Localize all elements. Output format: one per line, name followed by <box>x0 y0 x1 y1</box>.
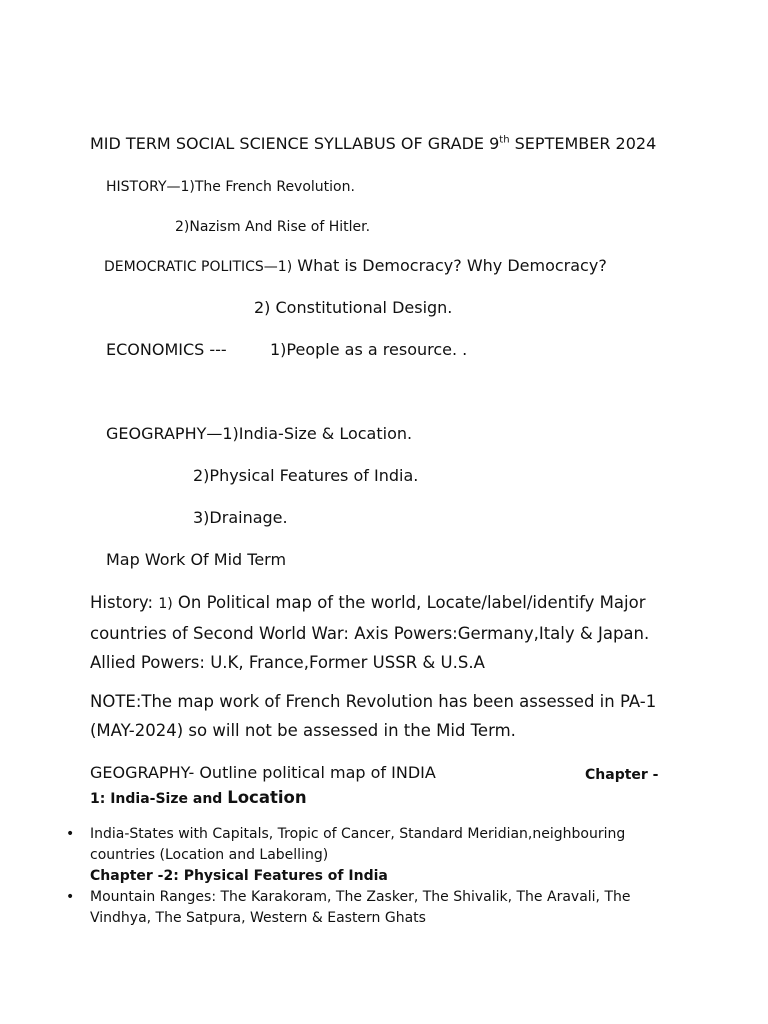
bullet-icon: • <box>66 889 75 905</box>
title-date: SEPTEMBER 2024 <box>509 134 657 153</box>
history-line-2: 2)Nazism And Rise of Hitler. <box>175 219 371 235</box>
history-map-label: History: <box>90 593 159 612</box>
chapter-1-prefix: Chapter - <box>585 767 659 783</box>
history-map-paragraph <box>90 588 680 677</box>
chapter-1-title-part: 1: India-Size and <box>90 791 228 807</box>
democratic-politics-item-1: What is Democracy? Why Democracy? <box>292 256 607 275</box>
chapter-1-title-location: Location <box>227 788 307 807</box>
geography-map-label: GEOGRAPHY- Outline political map of INDIA <box>90 763 436 782</box>
list-item <box>0 887 680 929</box>
democratic-politics-line-2: 2) Constitutional Design. <box>254 298 453 317</box>
history-line-1: HISTORY—1)The French Revolution. <box>106 179 355 195</box>
democratic-politics-label: DEMOCRATIC POLITICS—1) <box>104 259 293 275</box>
democratic-politics-line-1 <box>104 256 607 277</box>
title-main: MID TERM SOCIAL SCIENCE SYLLABUS OF GRADE 9 <box>90 134 500 153</box>
geography-line-1: GEOGRAPHY—1)India-Size & Location. <box>106 424 413 443</box>
page-title <box>90 134 656 154</box>
geography-map-line <box>90 763 680 783</box>
chapter-2-heading-item <box>0 866 768 886</box>
list-item <box>0 824 680 866</box>
history-map-number: 1) <box>158 596 173 612</box>
geography-line-3: 3)Drainage. <box>193 508 288 527</box>
economics-label: ECONOMICS --- <box>106 340 227 359</box>
geography-line-2: 2)Physical Features of India. <box>193 466 419 485</box>
chapter-1-heading <box>90 788 307 809</box>
list-item-text: Mountain Ranges: The Karakoram, The Zasker, The Shivalik, The Aravali, The Vindhya, The Satpura, Western & Eastern Ghats <box>90 889 631 926</box>
title-superscript: th <box>499 134 510 146</box>
economics-line <box>106 340 468 360</box>
note-paragraph: NOTE:The map work of French Revolution has been assessed in PA-1 (MAY-2024) so will not be assessed in the Mid Term. <box>90 692 657 740</box>
history-map-text: On Political map of the world, Locate/label/identify Major countries of Second World War: Axis Powers:Germany,Italy & Japan. Allied Powers: U.K, France,Former USSR & U.S.A <box>90 593 650 672</box>
bullet-icon: • <box>66 826 75 842</box>
list-item-text: India-States with Capitals, Tropic of Cancer, Standard Meridian,neighbouring countries (Location and Labelling) <box>90 826 626 863</box>
map-items-list <box>0 824 768 929</box>
chapter-2-heading: Chapter -2: Physical Features of India <box>90 868 388 884</box>
economics-item-1: 1)People as a resource. . <box>270 340 468 359</box>
map-work-heading: Map Work Of Mid Term <box>106 550 287 569</box>
